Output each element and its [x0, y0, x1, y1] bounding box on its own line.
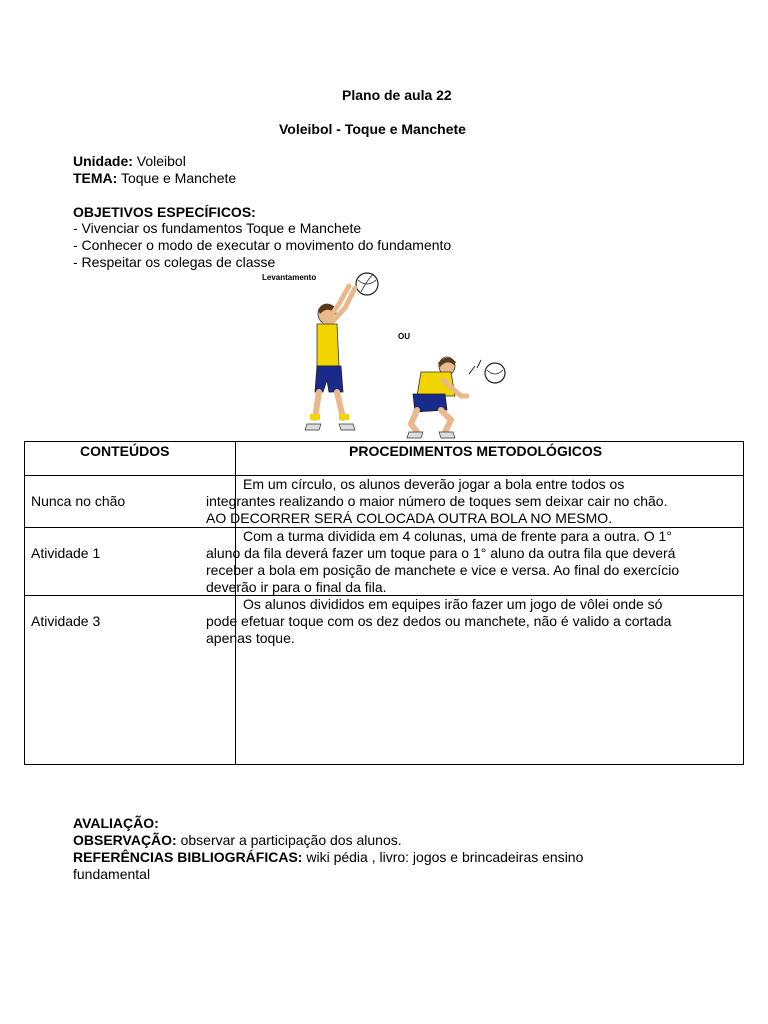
volleyball-illustration — [255, 268, 515, 440]
objetivo-item: - Conhecer o modo de executar o movimento do fundamento — [73, 237, 452, 253]
observacao-line — [73, 832, 402, 849]
row-procedure-line: pode efetuar toque com os dez dedos ou manchete, não é valido a cortada — [206, 613, 672, 629]
objetivo-item: - Vivenciar os fundamentos Toque e Manchete — [73, 220, 362, 236]
avaliacao-label: AVALIAÇÃO: — [73, 815, 159, 831]
referencias-label: REFERÊNCIAS BIBLIOGRÁFICAS: — [73, 849, 303, 865]
manchete-player — [407, 357, 467, 438]
referencias-value: wiki pédia , livro: jogos e brincadeiras ensino — [302, 849, 584, 865]
unidade-line — [73, 153, 186, 170]
row-content-label: Atividade 3 — [31, 613, 101, 629]
column-divider — [235, 441, 236, 765]
row-procedure-line: Em um círculo, os alunos deverão jogar a bola entre todos os — [243, 476, 625, 492]
row-procedure-line: deverão ir para o final da fila. — [206, 579, 387, 595]
tema-value: Toque e Manchete — [117, 170, 237, 186]
header-procedimentos: PROCEDIMENTOS METODOLÓGICOS — [349, 443, 603, 459]
row-procedure-line: Os alunos divididos em equipes irão fazer um jogo de vôlei onde só — [243, 596, 663, 612]
observacao-value: observar a participação dos alunos. — [176, 832, 402, 848]
objetivo-item: - Respeitar os colegas de classe — [73, 254, 276, 270]
row-content-label: Nunca no chão — [31, 493, 126, 509]
referencias-value-cont: fundamental — [73, 866, 151, 882]
row-content-label: Atividade 1 — [31, 545, 101, 561]
plan-title: Plano de aula 22 — [342, 87, 452, 103]
row-procedure-line: Com a turma dividida em 4 colunas, uma de frente para a outra. O 1° — [243, 528, 672, 544]
row-procedure-line: receber a bola em posição de manchete e vice e versa. Ao final do exercício — [206, 562, 680, 578]
row-procedure-line: integrantes realizando o maior número de toques sem deixar cair no chão. — [206, 493, 668, 509]
observacao-label: OBSERVAÇÃO: — [73, 832, 177, 848]
ball-icon — [485, 363, 505, 383]
row-procedure-line: AO DECORRER SERÁ COLOCADA OUTRA BOLA NO MESMO. — [206, 510, 613, 526]
unidade-value: Voleibol — [132, 153, 186, 169]
header-conteudos: CONTEÚDOS — [80, 443, 170, 459]
setter-player — [305, 286, 355, 430]
tema-label: TEMA: — [73, 170, 118, 186]
tema-line — [73, 170, 236, 187]
referencias-line — [73, 849, 583, 866]
illus-label-or: OU — [398, 332, 410, 341]
unidade-label: Unidade: — [73, 153, 133, 169]
row-procedure-line: aluno da fila deverá fazer um toque para o 1° aluno da outra fila que deverá — [206, 545, 676, 561]
volleyball-players-image — [255, 268, 515, 440]
plan-subtitle: Voleibol - Toque e Manchete — [279, 121, 466, 137]
row-procedure-line: apenas toque. — [206, 630, 295, 646]
illus-label-left: Levantamento — [262, 273, 317, 282]
objetivos-heading: OBJETIVOS ESPECÍFICOS: — [73, 204, 256, 220]
